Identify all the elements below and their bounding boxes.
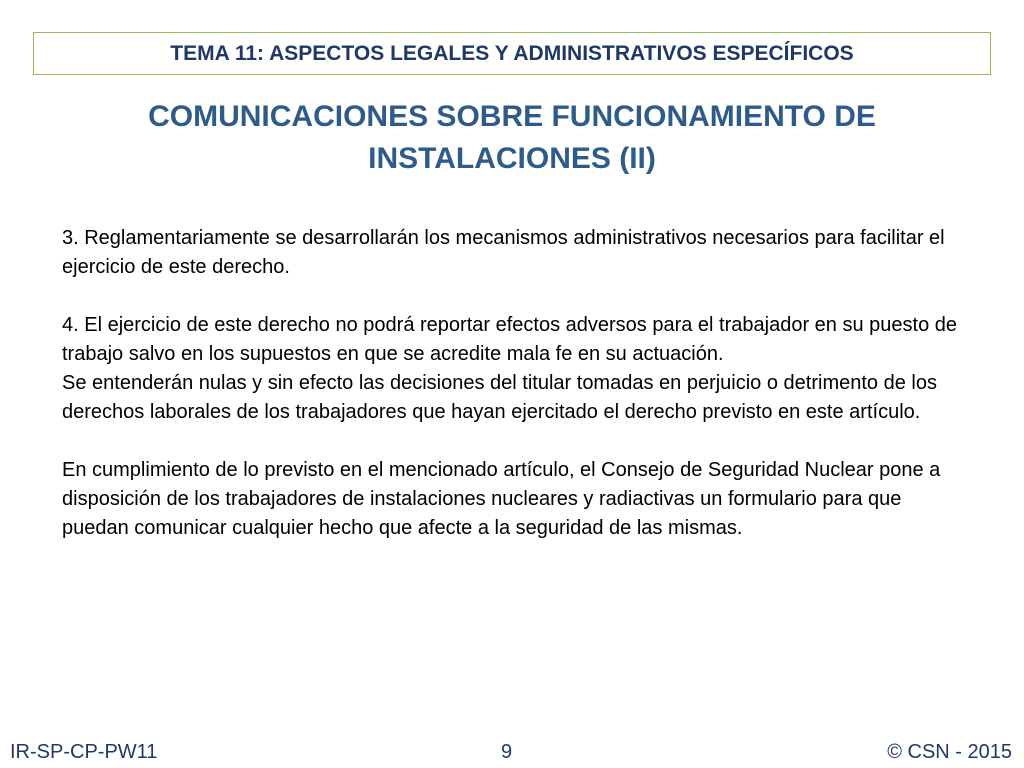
slide-title-line-1: COMUNICACIONES SOBRE FUNCIONAMIENTO DE bbox=[148, 100, 876, 133]
paragraph-spacer bbox=[62, 427, 962, 456]
topic-header-box bbox=[33, 32, 991, 75]
paragraph-point-4: 4. El ejercicio de este derecho no podrá reportar efectos adversos para el trabajador en su puesto de trabajo salvo en los supuestos en que se acredite mala fe en su actuación. bbox=[62, 314, 957, 365]
topic-header-text: TEMA 11: ASPECTOS LEGALES Y ADMINISTRATIVOS ESPECÍFICOS bbox=[170, 41, 854, 65]
paragraph-spacer bbox=[62, 282, 962, 311]
footer-document-code: IR-SP-CP-PW11 bbox=[10, 741, 158, 763]
paragraph-point-3: 3. Reglamentariamente se desarrollarán los mecanismos administrativos necesarios para facilitar el ejercicio de este derecho. bbox=[62, 227, 945, 278]
footer-copyright: © CSN - 2015 bbox=[887, 741, 1012, 763]
paragraph-nullity: Se entenderán nulas y sin efecto las decisiones del titular tomadas en perjuicio o detrimento de los derechos laborales de los trabajadores que hayan ejercitado el derecho previsto en este artículo. bbox=[62, 372, 937, 423]
slide-title-line-2: INSTALACIONES (II) bbox=[368, 142, 656, 175]
footer-page-number: 9 bbox=[501, 741, 513, 763]
slide-body bbox=[62, 224, 962, 543]
paragraph-csn-form: En cumplimiento de lo previsto en el mencionado artículo, el Consejo de Seguridad Nuclear pone a disposición de los trabajadores de instalaciones nucleares y radiactivas un formulario para que puedan comunicar cualquier hecho que afecte a la seguridad de las mismas. bbox=[62, 459, 941, 539]
slide-title bbox=[40, 96, 984, 180]
